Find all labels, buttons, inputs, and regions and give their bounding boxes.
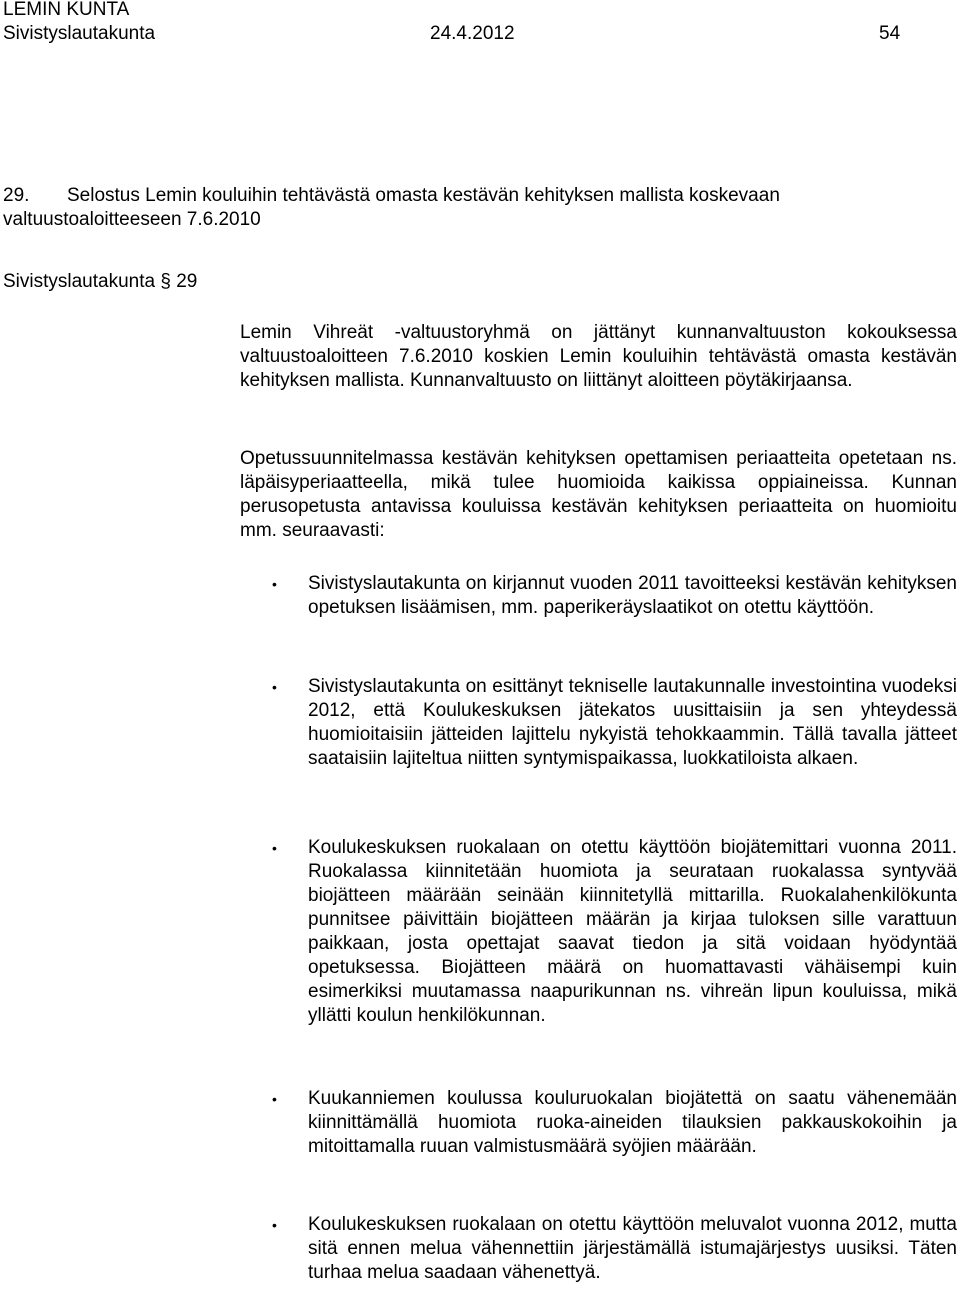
section-title-line-2: valtuustoaloitteeseen 7.6.2010	[3, 209, 261, 230]
paragraph-curriculum: Opetussuunnitelmassa kestävän kehityksen opettamisen periaatteita opetetaan ns. läpäisyperiaatteella, mikä tulee huomioida kaikissa oppiaineissa. Kunnan perusopetusta antavissa kouluissa kestävän kehityksen periaatteita on huomioitu mm. seuraavasti:	[240, 448, 957, 541]
list-item-text: Kuukanniemen koulussa kouluruokalan biojätettä on saatu vähenemään kiinnittämällä huomiota ruoka-aineiden tilauksien pakkauskokoihin ja mitoittamalla ruuan valmistusmäärä syöjien määrään.	[308, 1088, 957, 1157]
header-department: Sivistyslautakunta	[3, 23, 156, 44]
section-reference: Sivistyslautakunta § 29	[3, 271, 198, 292]
list-item-text: Sivistyslautakunta on kirjannut vuoden 2011 tavoitteeksi kestävän kehityksen opetuksen lisäämisen, mm. paperikeräyslaatikot on otettu käyttöön.	[308, 573, 957, 618]
bullet-icon: •	[272, 1091, 277, 1107]
bullet-icon: •	[272, 840, 277, 856]
bullet-icon: •	[272, 679, 277, 695]
header-organization: LEMIN KUNTA	[3, 0, 130, 20]
list-item-text: Koulukeskuksen ruokalaan on otettu käyttöön biojätemittari vuonna 2011. Ruokalassa kiinnitetään huomiota ja seurataan ruokalassa syntyvää biojätteen määrään seinään kiinnitetyllä mittarilla. Ruokalahenkilökunta punnitsee päivittäin biojätteen määrän ja kirjaa tuloksen sille varattuun paikkaan, josta opettajat saavat tiedon ja sitä voidaan hyödyntää opetuksessa. Biojätteen määrä on huomattavasti vähäisempi kuin esimerkiksi muutamassa naapurikunnan ns. vihreän lipun kouluissa, mikä yllätti koulun henkilökunnan.	[308, 837, 957, 1026]
header-date: 24.4.2012	[430, 23, 515, 44]
bullet-icon: •	[272, 576, 277, 592]
header-page-number: 54	[879, 23, 901, 44]
bullet-icon: •	[272, 1217, 277, 1233]
list-item-text: Sivistyslautakunta on esittänyt tekniselle lautakunnalle investointina vuodeksi 2012, että Koulukeskuksen jätekatos uusittaisiin ja sen yhteydessä huomioitaisiin jätteiden lajittelu nykyistä tehokkaammin. Tällä tavalla jätteet saataisiin lajiteltua niitten syntymispaikassa, luokkatiloista alkaen.	[308, 676, 957, 769]
list-item-text: Koulukeskuksen ruokalaan on otettu käyttöön meluvalot vuonna 2012, mutta sitä ennen melua vähennettiin järjestämällä istumajärjestys uusiksi. Täten turhaa melua saadaan vähenettyä.	[308, 1214, 957, 1283]
paragraph-initiative: Lemin Vihreät -valtuustoryhmä on jättänyt kunnanvaltuuston kokouksessa valtuustoaloitteen 7.6.2010 koskien Lemin kouluihin tehtävästä omasta kestävän kehityksen mallista. Kunnanvaltuusto on liittänyt aloitteen pöytäkirjaansa.	[240, 322, 957, 391]
section-title-line-1: Selostus Lemin kouluihin tehtävästä omasta kestävän kehityksen mallista koskevaan	[67, 185, 780, 206]
section-number: 29.	[3, 185, 30, 206]
